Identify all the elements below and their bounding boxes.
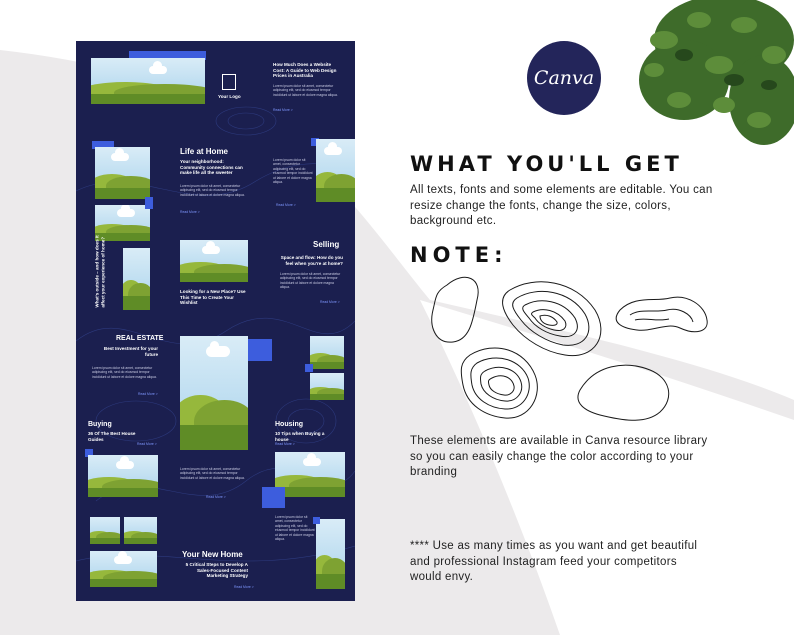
vertical-text: What's outside – and how does it affect your experience of home?	[94, 235, 105, 308]
photo-placeholder	[91, 58, 205, 104]
housing-title: Housing	[275, 421, 303, 428]
elements-note-text: These elements are available in Canva resource library so you can easily change the color according to your branding	[410, 435, 708, 478]
photo-placeholder	[310, 373, 344, 400]
header-body: Lorem ipsum dolor sit amet, consectetur adipiscing elit, sed do eiusmod tempor incididunt ut labore et dolore magna aliqua.	[273, 84, 338, 97]
life-at-home-title: Life at Home	[180, 147, 229, 156]
photo-placeholder	[88, 455, 158, 497]
right-body: Lorem ipsum dolor sit amet, consectetur adipiscing elit, sed do eiusmod tempor incididunt ut labore et dolore magna aliqua.	[273, 158, 313, 185]
photo-placeholder	[316, 519, 345, 589]
life-at-home-sub: Your neighborhood: Community connections can make life all the sweeter	[180, 159, 243, 176]
topo-elements-illustration	[425, 270, 725, 440]
read-more-link[interactable]: Read More >	[234, 585, 254, 589]
buying-title: Buying	[88, 421, 112, 428]
accent-square	[248, 339, 272, 361]
photo-placeholder	[123, 248, 150, 310]
read-more-link[interactable]: Read More >	[275, 442, 295, 446]
header-title: How Much Does a Website Cost: A Guide to Web Design Prices in Australia	[273, 62, 337, 79]
photo-placeholder	[310, 336, 344, 369]
accent-square	[145, 197, 153, 209]
middle-body: Lorem ipsum dolor sit amet, consectetur adipiscing elit, sed do eiusmod tempor incididunt ut labore et dolore magna aliqua.	[180, 467, 245, 480]
photo-placeholder	[316, 139, 355, 202]
photo-placeholder	[180, 240, 248, 282]
logo-text: Your Logo	[218, 94, 241, 99]
read-more-link[interactable]: Read More >	[320, 300, 340, 304]
selling-title: Selling	[313, 240, 340, 249]
selling-body: Lorem ipsum dolor sit amet, consectetur adipiscing elit, sed do eiusmod tempor incididunt ut labore et dolore magna aliqua.	[280, 272, 341, 290]
usage-note-text: **** Use as many times as you want and get beautiful and professional Instagram feed your competitors would envy.	[410, 540, 698, 583]
photo-placeholder	[124, 517, 157, 544]
read-more-link[interactable]: Read More >	[273, 108, 293, 112]
read-more-link[interactable]: Read More >	[206, 495, 226, 499]
canva-logo-text: Canva	[533, 67, 595, 89]
canva-badge	[527, 41, 601, 115]
life-at-home-body: Lorem ipsum dolor sit amet, consectetur adipiscing elit, sed do eiusmod tempor incididunt ut labore et dolore magna aliqua.	[180, 184, 245, 197]
real-estate-body: Lorem ipsum dolor sit amet, consectetur adipiscing elit, sed do eiusmod tempor incididunt ut labore et dolore magna aliqua.	[92, 366, 157, 379]
note-heading: NOTE:	[410, 243, 508, 267]
accent-square	[262, 487, 285, 508]
read-more-link[interactable]: Read More >	[138, 392, 158, 396]
description-text: All texts, fonts and some elements are editable. You can resize change the fonts, change the size, colors, background etc.	[410, 184, 713, 227]
new-home-title: Your New Home	[182, 550, 243, 559]
housing-sub: 10 Tips when Buying a house	[275, 431, 325, 442]
real-estate-title: REAL ESTATE	[116, 335, 164, 342]
selling-sub: Space and flow: How do you feel when you're at home?	[280, 255, 343, 266]
what-youll-get-heading: WHAT YOU'LL GET	[410, 152, 683, 176]
buying-sub: 36 Of The Best House Guides	[88, 431, 136, 442]
photo-placeholder	[90, 517, 120, 544]
accent-square	[313, 517, 320, 524]
real-estate-sub: Best Investment for your future	[103, 346, 158, 357]
photo-placeholder	[95, 147, 150, 199]
read-more-link[interactable]: Read More >	[137, 442, 157, 446]
bottom-body: Lorem ipsum dolor sit amet, consectetur adipiscing elit, sed do eiusmod tempor incididunt ut labore et dolore magna aliqua.	[275, 515, 315, 542]
read-more-link[interactable]: Read More >	[180, 210, 200, 214]
plant-decoration	[624, 0, 794, 150]
photo-placeholder	[180, 336, 248, 450]
logo-icon	[222, 74, 236, 90]
photo-placeholder	[90, 551, 157, 587]
accent-square	[305, 364, 313, 372]
read-more-link[interactable]: Read More >	[276, 203, 296, 207]
new-home-sub: 5 Critical Steps to Develop A Sales-Focused Content Marketing Strategy	[185, 562, 248, 579]
looking-sub: Looking for a New Place? Use This Time to Create Your Wishlist	[180, 289, 246, 306]
photo-placeholder	[275, 452, 345, 497]
